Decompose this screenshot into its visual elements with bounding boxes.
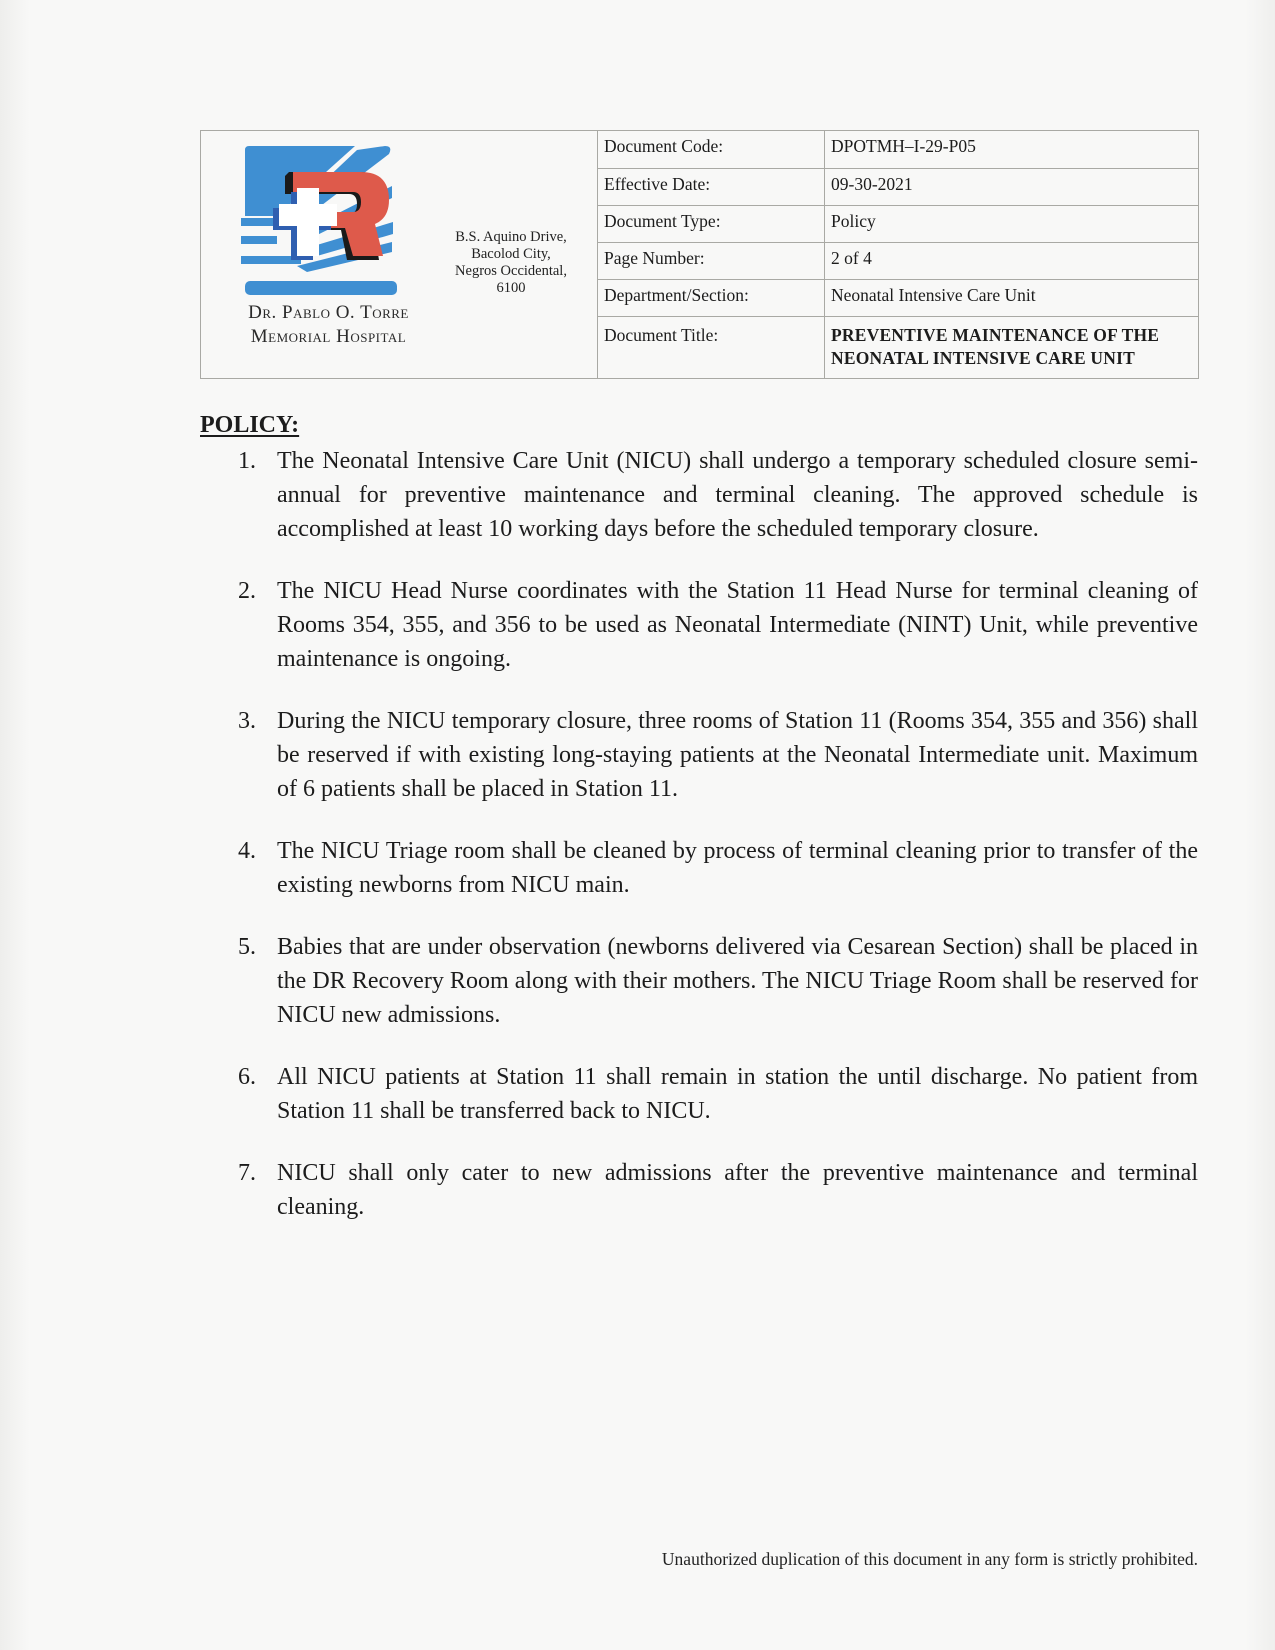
meta-row-department	[598, 279, 1198, 316]
hospital-name	[211, 301, 446, 349]
policy-item-text: NICU shall only cater to new admissions after the preventive maintenance and terminal cleaning.	[277, 1160, 1198, 1220]
policy-item	[200, 444, 1198, 546]
policy-item-text: The NICU Triage room shall be cleaned by process of terminal cleaning prior to transfer of the existing newborns from NICU main.	[277, 838, 1198, 898]
meta-label: Department/Section:	[598, 279, 825, 316]
policy-item	[200, 930, 1198, 1032]
meta-label: Document Code:	[598, 131, 825, 168]
policy-item-number: 6.	[238, 1064, 256, 1090]
policy-list	[200, 444, 1198, 1252]
policy-item-number: 2.	[238, 578, 256, 604]
policy-heading: POLICY:	[200, 412, 300, 438]
document-title-line2: NEONATAL INTENSIVE CARE UNIT	[831, 347, 1135, 368]
hospital-logo-icon	[237, 144, 397, 296]
logo-base-bar	[245, 281, 397, 295]
footer-notice: Unauthorized duplication of this document in any form is strictly prohibited.	[661, 1549, 1198, 1569]
policy-item	[200, 1060, 1198, 1128]
hospital-name-line1: Dr. Pablo O. Torre	[248, 302, 409, 323]
policy-item	[200, 1156, 1198, 1224]
hospital-name-line2: Memorial Hospital	[250, 326, 407, 347]
meta-label: Effective Date:	[598, 168, 825, 205]
document-title	[825, 316, 1199, 378]
meta-row-document-type	[598, 205, 1198, 242]
meta-value: Neonatal Intensive Care Unit	[825, 279, 1199, 316]
meta-value: 09-30-2021	[825, 168, 1199, 205]
address-line: Negros Occidental,	[455, 263, 567, 279]
meta-label: Document Title:	[598, 316, 825, 378]
meta-value: 2 of 4	[825, 242, 1199, 279]
meta-label: Document Type:	[598, 205, 825, 242]
meta-label: Page Number:	[598, 242, 825, 279]
policy-item-text: All NICU patients at Station 11 shall remain in station the until discharge. No patient from Station 11 shall be transferred back to NICU.	[277, 1064, 1198, 1124]
policy-item	[200, 834, 1198, 902]
policy-item-number: 5.	[238, 934, 256, 960]
meta-value: Policy	[825, 205, 1199, 242]
meta-row-document-code	[598, 131, 1198, 168]
policy-item-number: 1.	[238, 448, 256, 474]
policy-item	[200, 704, 1198, 806]
address-line: Bacolod City,	[471, 246, 551, 262]
policy-item-text: During the NICU temporary closure, three rooms of Station 11 (Rooms 354, 355 and 356) shall be reserved if with existing long-staying patients at the Neonatal Intermediate unit. Maximum of 6 patients shall be placed in Station 11.	[277, 708, 1198, 802]
hospital-brand-cell	[201, 131, 598, 378]
logo-stripe	[241, 236, 277, 244]
policy-item	[200, 574, 1198, 676]
policy-item-text: The Neonatal Intensive Care Unit (NICU) shall undergo a temporary scheduled closure semi-annual for preventive maintenance and terminal cleaning. The approved schedule is accomplished at least 10 working days before the scheduled temporary closure.	[277, 448, 1198, 542]
document-title-line1: PREVENTIVE MAINTENANCE OF THE	[831, 324, 1160, 345]
hospital-address	[431, 229, 591, 297]
meta-value: DPOTMH–I-29-P05	[825, 131, 1199, 168]
document-meta-table	[598, 131, 1198, 378]
policy-item-text: Babies that are under observation (newborns delivered via Cesarean Section) shall be placed in the DR Recovery Room along with their mothers. The NICU Triage Room shall be reserved for NICU new admissions.	[277, 934, 1198, 1028]
address-line: 6100	[496, 280, 526, 296]
policy-item-number: 4.	[238, 838, 256, 864]
policy-item-number: 3.	[238, 708, 256, 734]
policy-item-text: The NICU Head Nurse coordinates with the Station 11 Head Nurse for terminal cleaning of Rooms 354, 355, and 356 to be used as Neonatal Intermediate (NINT) Unit, while preventive maintenance is ongoing.	[277, 578, 1198, 672]
meta-row-page-number	[598, 242, 1198, 279]
policy-item-number: 7.	[238, 1160, 256, 1186]
meta-row-effective-date	[598, 168, 1198, 205]
document-header	[200, 130, 1199, 379]
address-line: B.S. Aquino Drive,	[455, 229, 567, 245]
meta-row-document-title	[598, 316, 1198, 378]
